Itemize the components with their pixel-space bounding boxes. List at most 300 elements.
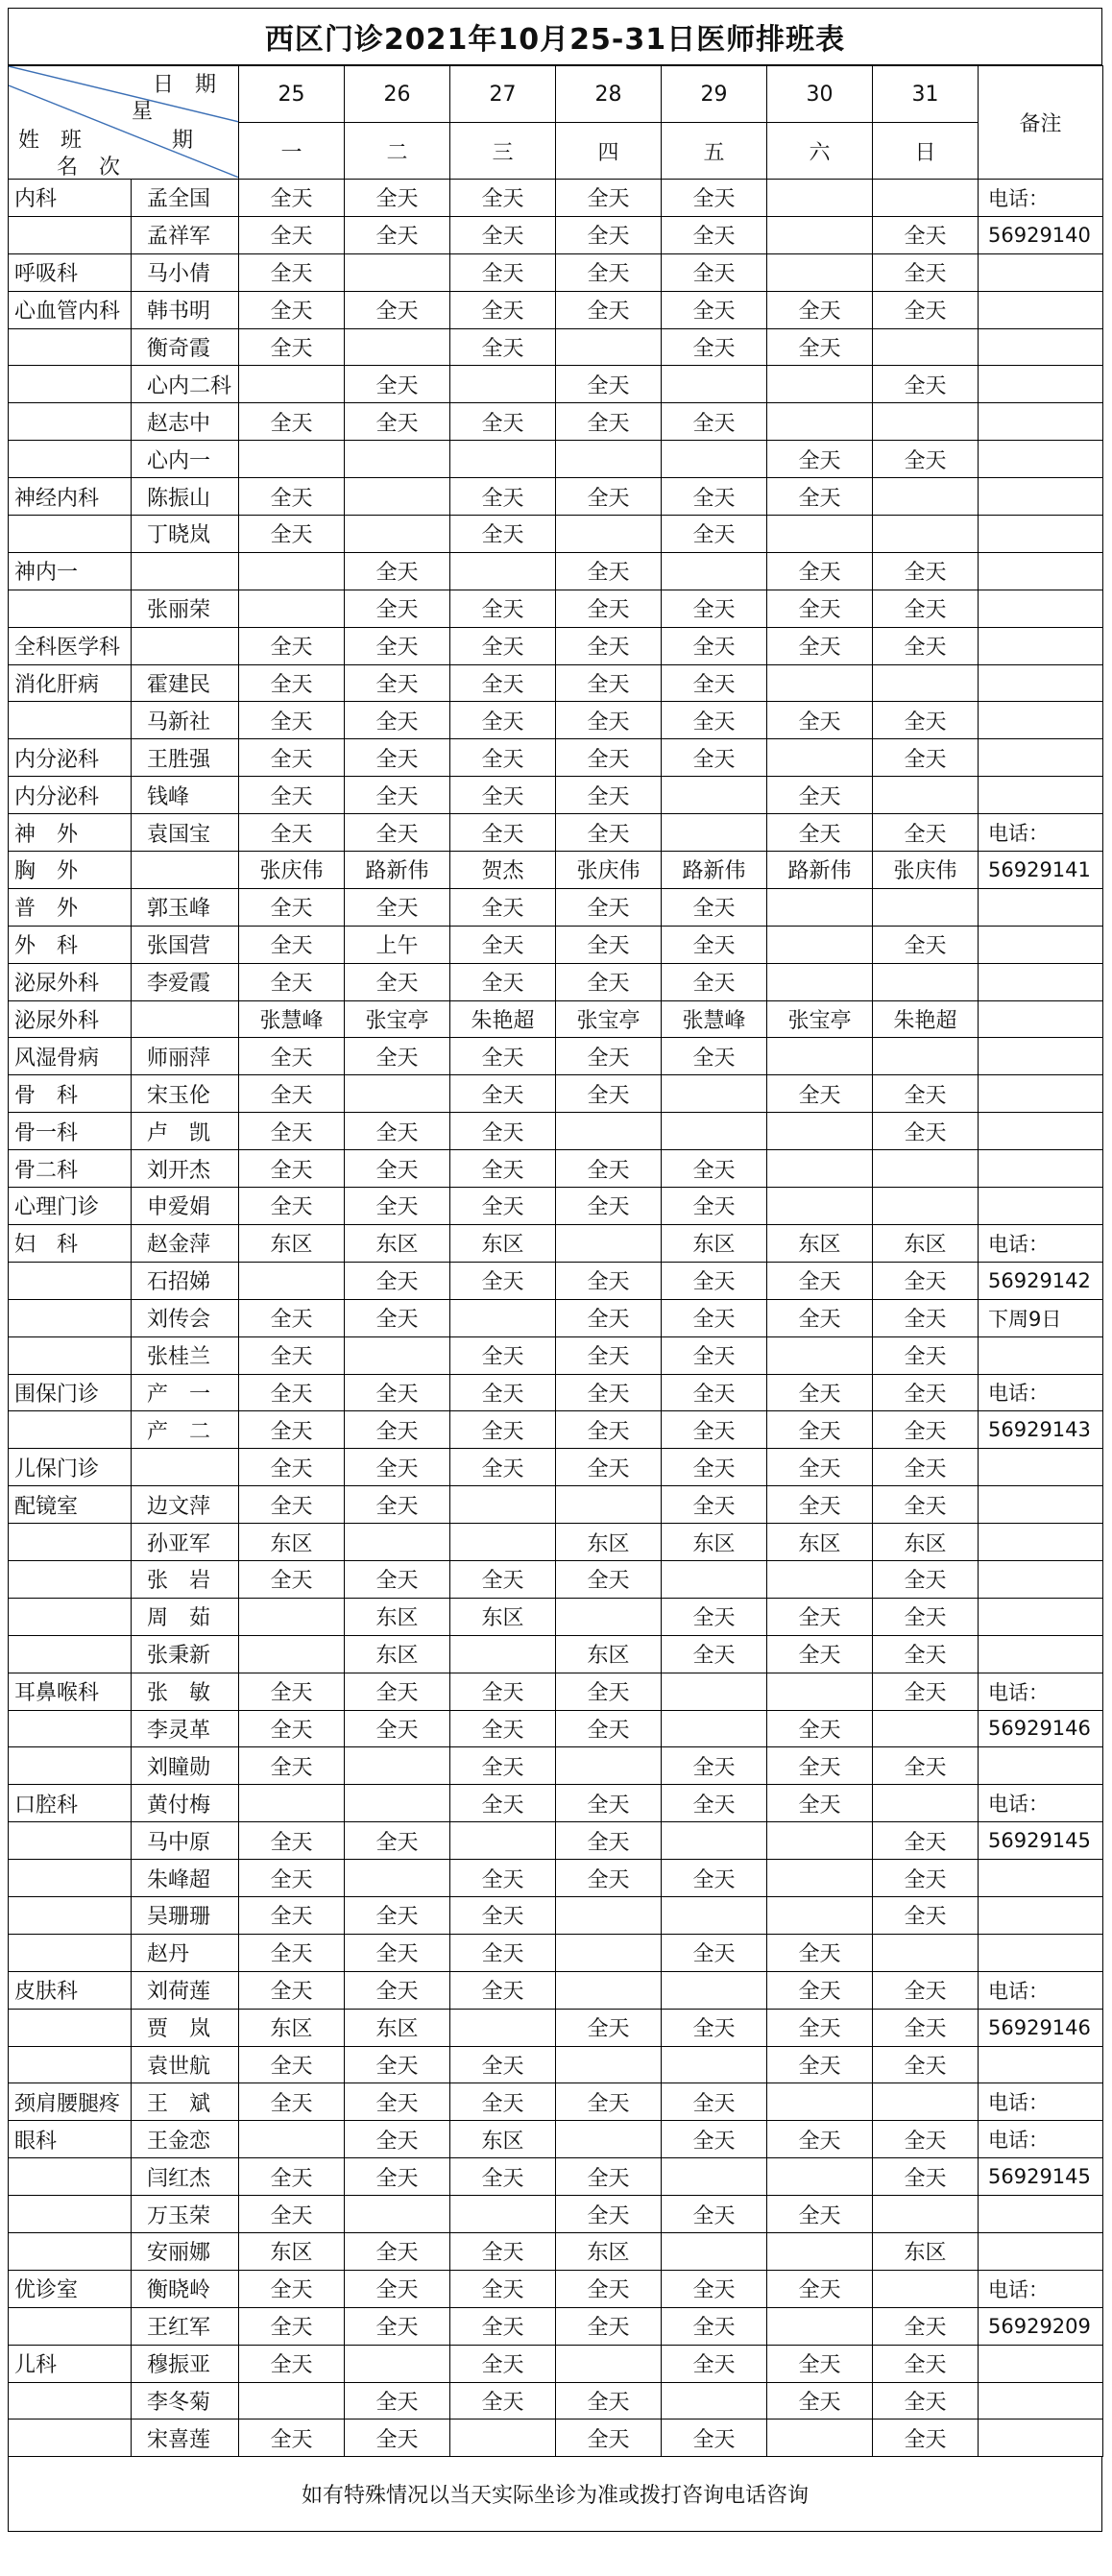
department-cell <box>9 1299 132 1336</box>
doctor-name-cell: 产 二 <box>132 1411 239 1449</box>
doctor-name-cell: 宋玉伦 <box>132 1075 239 1113</box>
doctor-name-cell <box>132 627 239 664</box>
shift-cell: 全天 <box>873 1635 979 1673</box>
shift-cell: 全天 <box>556 2158 662 2196</box>
shift-cell: 全天 <box>239 926 345 963</box>
schedule-table <box>8 65 1103 2457</box>
schedule-row <box>9 1934 1103 1971</box>
shift-cell: 全天 <box>450 2232 556 2270</box>
shift-cell: 全天 <box>345 2270 450 2307</box>
shift-cell: 全天 <box>556 1374 662 1411</box>
shift-cell: 全天 <box>556 253 662 291</box>
shift-cell: 全天 <box>662 664 767 702</box>
shift-cell: 全天 <box>556 366 662 403</box>
note-cell <box>979 2420 1103 2457</box>
shift-cell <box>767 1560 873 1598</box>
schedule-row <box>9 478 1103 516</box>
shift-cell: 全天 <box>767 478 873 516</box>
doctor-name-cell: 王 斌 <box>132 2083 239 2121</box>
shift-cell <box>662 1822 767 1860</box>
schedule-row <box>9 1449 1103 1486</box>
note-cell <box>979 403 1103 441</box>
department-cell <box>9 366 132 403</box>
shift-cell <box>239 2382 345 2420</box>
shift-cell <box>767 1188 873 1225</box>
schedule-row <box>9 1635 1103 1673</box>
shift-cell <box>873 180 979 217</box>
shift-cell: 全天 <box>873 1860 979 1897</box>
shift-cell: 全天 <box>239 1150 345 1188</box>
shift-cell: 张庆伟 <box>239 852 345 889</box>
doctor-name-cell <box>132 1000 239 1038</box>
note-cell <box>979 516 1103 553</box>
shift-cell <box>662 1075 767 1113</box>
shift-cell: 全天 <box>873 2382 979 2420</box>
schedule-row <box>9 1710 1103 1747</box>
department-cell <box>9 2382 132 2420</box>
shift-cell: 全天 <box>556 1188 662 1225</box>
shift-cell: 全天 <box>556 1785 662 1822</box>
shift-cell: 东区 <box>450 1224 556 1262</box>
shift-cell <box>873 2083 979 2121</box>
department-cell: 内科 <box>9 180 132 217</box>
shift-cell: 全天 <box>767 1486 873 1524</box>
shift-cell <box>345 1075 450 1113</box>
shift-cell: 全天 <box>873 1560 979 1598</box>
shift-cell: 全天 <box>450 516 556 553</box>
schedule-row <box>9 253 1103 291</box>
shift-cell <box>345 1524 450 1561</box>
shift-cell: 全天 <box>556 478 662 516</box>
department-cell: 骨一科 <box>9 1113 132 1150</box>
schedule-row <box>9 403 1103 441</box>
shift-cell: 全天 <box>345 1822 450 1860</box>
shift-cell: 全天 <box>239 1747 345 1785</box>
shift-cell: 全天 <box>450 1860 556 1897</box>
shift-cell: 全天 <box>450 590 556 627</box>
shift-cell: 全天 <box>450 2382 556 2420</box>
shift-cell: 全天 <box>873 1598 979 1635</box>
shift-cell: 全天 <box>239 2196 345 2233</box>
schedule-row <box>9 1860 1103 1897</box>
shift-cell <box>345 516 450 553</box>
shift-cell: 全天 <box>345 590 450 627</box>
corner-name-label: 姓 班 <box>18 129 83 153</box>
shift-cell: 全天 <box>450 739 556 777</box>
schedule-row <box>9 2196 1103 2233</box>
shift-cell: 全天 <box>662 1934 767 1971</box>
shift-cell: 全天 <box>345 2307 450 2345</box>
shift-cell: 全天 <box>345 1486 450 1524</box>
department-cell <box>9 590 132 627</box>
shift-cell: 全天 <box>239 664 345 702</box>
shift-cell <box>239 590 345 627</box>
shift-cell <box>556 516 662 553</box>
shift-cell: 全天 <box>767 1449 873 1486</box>
department-cell <box>9 1635 132 1673</box>
doctor-name-cell: 卢 凯 <box>132 1113 239 1150</box>
shift-cell: 全天 <box>450 1710 556 1747</box>
shift-cell: 全天 <box>450 1411 556 1449</box>
shift-cell: 全天 <box>873 1486 979 1524</box>
department-cell <box>9 2196 132 2233</box>
doctor-name-cell: 张桂兰 <box>132 1336 239 1374</box>
shift-cell: 张宝亭 <box>767 1000 873 1038</box>
shift-cell: 全天 <box>873 552 979 590</box>
shift-cell <box>556 1224 662 1262</box>
shift-cell: 全天 <box>662 888 767 926</box>
shift-cell: 全天 <box>450 664 556 702</box>
shift-cell <box>873 2196 979 2233</box>
shift-cell <box>450 2196 556 2233</box>
schedule-row <box>9 180 1103 217</box>
doctor-name-cell: 马小倩 <box>132 253 239 291</box>
note-header: 备注 <box>979 66 1103 180</box>
shift-cell <box>767 1336 873 1374</box>
shift-cell: 全天 <box>345 814 450 852</box>
weekday-cell: 二 <box>345 123 450 180</box>
doctor-name-cell: 李冬菊 <box>132 2382 239 2420</box>
shift-cell: 全天 <box>767 1374 873 1411</box>
shift-cell: 全天 <box>873 590 979 627</box>
shift-cell <box>767 216 873 253</box>
shift-cell: 全天 <box>239 328 345 366</box>
shift-cell: 全天 <box>873 2345 979 2382</box>
schedule-row <box>9 1336 1103 1374</box>
shift-cell <box>556 2046 662 2083</box>
doctor-name-cell: 王金恋 <box>132 2121 239 2158</box>
shift-cell <box>662 1896 767 1934</box>
shift-cell: 全天 <box>239 2046 345 2083</box>
shift-cell: 全天 <box>450 328 556 366</box>
shift-cell <box>662 814 767 852</box>
shift-cell: 全天 <box>873 1449 979 1486</box>
note-cell: 电话： <box>979 1673 1103 1710</box>
note-cell: 56929142 <box>979 1262 1103 1299</box>
shift-cell: 全天 <box>662 216 767 253</box>
shift-cell: 全天 <box>873 1113 979 1150</box>
shift-cell: 全天 <box>450 180 556 217</box>
doctor-name-cell: 郭玉峰 <box>132 888 239 926</box>
shift-cell: 东区 <box>767 1524 873 1561</box>
shift-cell: 全天 <box>662 2345 767 2382</box>
department-cell <box>9 441 132 478</box>
shift-cell: 全天 <box>556 1038 662 1075</box>
department-cell <box>9 1710 132 1747</box>
doctor-name-cell: 孟全国 <box>132 180 239 217</box>
schedule-row <box>9 441 1103 478</box>
shift-cell: 全天 <box>767 1934 873 1971</box>
schedule-row <box>9 1038 1103 1075</box>
doctor-name-cell <box>132 552 239 590</box>
shift-cell: 全天 <box>662 1411 767 1449</box>
schedule-row <box>9 1560 1103 1598</box>
shift-cell: 全天 <box>556 1299 662 1336</box>
shift-cell: 全天 <box>450 1188 556 1225</box>
schedule-row <box>9 1524 1103 1561</box>
shift-cell: 东区 <box>873 1524 979 1561</box>
schedule-row <box>9 777 1103 814</box>
department-cell <box>9 1411 132 1449</box>
doctor-name-cell: 心内一 <box>132 441 239 478</box>
shift-cell: 东区 <box>345 1598 450 1635</box>
schedule-row <box>9 552 1103 590</box>
shift-cell <box>345 1785 450 1822</box>
shift-cell <box>662 2046 767 2083</box>
schedule-row <box>9 963 1103 1000</box>
department-cell: 优诊室 <box>9 2270 132 2307</box>
schedule-row <box>9 739 1103 777</box>
doctor-name-cell: 安丽娜 <box>132 2232 239 2270</box>
shift-cell: 全天 <box>450 1449 556 1486</box>
department-cell: 风湿骨病 <box>9 1038 132 1075</box>
shift-cell <box>767 2158 873 2196</box>
shift-cell: 全天 <box>873 1971 979 2009</box>
doctor-name-cell: 万玉荣 <box>132 2196 239 2233</box>
doctor-name-cell: 心内二科 <box>132 366 239 403</box>
doctor-name-cell: 刘荷莲 <box>132 1971 239 2009</box>
shift-cell: 全天 <box>345 1896 450 1934</box>
shift-cell: 全天 <box>450 1896 556 1934</box>
schedule-row <box>9 1971 1103 2009</box>
note-cell <box>979 888 1103 926</box>
corner-date-label: 日 期 <box>153 73 217 97</box>
shift-cell: 全天 <box>239 1188 345 1225</box>
shift-cell: 全天 <box>345 1411 450 1449</box>
note-cell: 电话： <box>979 2121 1103 2158</box>
department-cell <box>9 1747 132 1785</box>
shift-cell: 全天 <box>450 291 556 328</box>
schedule-row <box>9 1896 1103 1934</box>
shift-cell: 全天 <box>239 1860 345 1897</box>
doctor-name-cell: 朱峰超 <box>132 1860 239 1897</box>
department-cell <box>9 1860 132 1897</box>
shift-cell: 全天 <box>345 1971 450 2009</box>
shift-cell <box>450 2420 556 2457</box>
doctor-name-cell: 产 一 <box>132 1374 239 1411</box>
note-cell <box>979 590 1103 627</box>
schedule-row <box>9 2083 1103 2121</box>
shift-cell: 全天 <box>239 1299 345 1336</box>
schedule-row <box>9 1188 1103 1225</box>
note-cell <box>979 478 1103 516</box>
shift-cell: 全天 <box>873 1673 979 1710</box>
doctor-name-cell: 吴珊珊 <box>132 1896 239 1934</box>
doctor-name-cell: 王红军 <box>132 2307 239 2345</box>
shift-cell: 全天 <box>450 1150 556 1188</box>
date-cell: 31 <box>873 66 979 123</box>
shift-cell <box>556 328 662 366</box>
shift-cell: 全天 <box>345 1113 450 1150</box>
note-cell <box>979 1336 1103 1374</box>
shift-cell: 全天 <box>239 403 345 441</box>
schedule-row <box>9 1673 1103 1710</box>
department-cell <box>9 1896 132 1934</box>
shift-cell: 全天 <box>450 1113 556 1150</box>
shift-cell: 全天 <box>556 590 662 627</box>
shift-cell: 全天 <box>239 2083 345 2121</box>
shift-cell: 全天 <box>873 1374 979 1411</box>
shift-cell: 全天 <box>239 1710 345 1747</box>
doctor-name-cell: 孟祥军 <box>132 216 239 253</box>
doctor-name-cell: 张 敏 <box>132 1673 239 1710</box>
shift-cell <box>556 1486 662 1524</box>
shift-cell: 东区 <box>239 1524 345 1561</box>
shift-cell <box>767 366 873 403</box>
schedule-row <box>9 516 1103 553</box>
shift-cell: 全天 <box>873 926 979 963</box>
shift-cell <box>345 441 450 478</box>
shift-cell: 全天 <box>662 516 767 553</box>
shift-cell: 全天 <box>239 777 345 814</box>
shift-cell: 全天 <box>239 1673 345 1710</box>
shift-cell: 东区 <box>662 1224 767 1262</box>
note-cell: 电话： <box>979 1374 1103 1411</box>
shift-cell <box>662 2382 767 2420</box>
shift-cell: 全天 <box>345 1262 450 1299</box>
shift-cell: 全天 <box>450 1075 556 1113</box>
note-cell: 56929143 <box>979 1411 1103 1449</box>
schedule-row <box>9 2420 1103 2457</box>
shift-cell: 全天 <box>767 777 873 814</box>
shift-cell <box>345 1860 450 1897</box>
shift-cell: 路新伟 <box>662 852 767 889</box>
shift-cell <box>873 1038 979 1075</box>
shift-cell <box>345 478 450 516</box>
note-cell: 56929141 <box>979 852 1103 889</box>
shift-cell: 全天 <box>239 1822 345 1860</box>
shift-cell: 全天 <box>345 403 450 441</box>
shift-cell: 全天 <box>345 739 450 777</box>
shift-cell: 全天 <box>662 1785 767 1822</box>
department-cell <box>9 216 132 253</box>
schedule-row <box>9 1224 1103 1262</box>
note-cell <box>979 1747 1103 1785</box>
shift-cell: 全天 <box>873 1747 979 1785</box>
schedule-row <box>9 590 1103 627</box>
shift-cell: 全天 <box>345 2232 450 2270</box>
shift-cell: 全天 <box>662 403 767 441</box>
note-cell <box>979 1524 1103 1561</box>
shift-cell: 全天 <box>450 2083 556 2121</box>
schedule-row <box>9 2121 1103 2158</box>
shift-cell <box>873 1188 979 1225</box>
shift-cell: 东区 <box>873 2232 979 2270</box>
schedule-row <box>9 888 1103 926</box>
doctor-name-cell: 申爱娟 <box>132 1188 239 1225</box>
note-cell <box>979 702 1103 739</box>
shift-cell: 全天 <box>662 1038 767 1075</box>
shift-cell: 全天 <box>450 1747 556 1785</box>
department-cell <box>9 328 132 366</box>
shift-cell: 全天 <box>345 1449 450 1486</box>
shift-cell: 全天 <box>662 2083 767 2121</box>
department-cell: 眼科 <box>9 2121 132 2158</box>
shift-cell: 全天 <box>450 1785 556 1822</box>
schedule-row <box>9 1785 1103 1822</box>
shift-cell: 全天 <box>556 2270 662 2307</box>
shift-cell <box>873 963 979 1000</box>
shift-cell: 全天 <box>450 1971 556 2009</box>
doctor-name-cell: 赵金萍 <box>132 1224 239 1262</box>
department-cell <box>9 1336 132 1374</box>
shift-cell: 全天 <box>767 1747 873 1785</box>
department-cell: 妇 科 <box>9 1224 132 1262</box>
doctor-name-cell: 李灵革 <box>132 1710 239 1747</box>
shift-cell: 全天 <box>662 2307 767 2345</box>
shift-cell <box>767 1822 873 1860</box>
shift-cell <box>873 888 979 926</box>
shift-cell: 全天 <box>767 552 873 590</box>
shift-cell: 全天 <box>873 627 979 664</box>
doctor-name-cell: 刘传会 <box>132 1299 239 1336</box>
shift-cell: 全天 <box>556 1411 662 1449</box>
shift-cell: 全天 <box>239 180 345 217</box>
shift-cell <box>873 2270 979 2307</box>
shift-cell: 全天 <box>662 1374 767 1411</box>
shift-cell: 全天 <box>556 216 662 253</box>
shift-cell: 全天 <box>662 253 767 291</box>
shift-cell: 东区 <box>450 2121 556 2158</box>
note-cell: 电话： <box>979 1785 1103 1822</box>
shift-cell <box>556 1896 662 1934</box>
shift-cell: 全天 <box>662 926 767 963</box>
shift-cell <box>767 1038 873 1075</box>
department-cell <box>9 1598 132 1635</box>
department-cell: 内分泌科 <box>9 777 132 814</box>
shift-cell <box>450 1299 556 1336</box>
department-cell <box>9 1524 132 1561</box>
note-cell <box>979 1560 1103 1598</box>
doctor-name-cell: 袁国宝 <box>132 814 239 852</box>
shift-cell <box>767 664 873 702</box>
shift-cell <box>556 1113 662 1150</box>
note-cell <box>979 1449 1103 1486</box>
schedule-row <box>9 1150 1103 1188</box>
department-cell: 皮肤科 <box>9 1971 132 2009</box>
note-cell <box>979 2345 1103 2382</box>
department-cell <box>9 2420 132 2457</box>
shift-cell: 全天 <box>662 1299 767 1336</box>
shift-cell <box>450 1635 556 1673</box>
shift-cell: 全天 <box>345 1038 450 1075</box>
shift-cell: 全天 <box>239 702 345 739</box>
shift-cell: 全天 <box>662 590 767 627</box>
shift-cell: 全天 <box>767 2345 873 2382</box>
shift-cell: 全天 <box>767 1710 873 1747</box>
doctor-name-cell: 王胜强 <box>132 739 239 777</box>
note-cell <box>979 1486 1103 1524</box>
shift-cell <box>662 777 767 814</box>
shift-cell: 全天 <box>450 1934 556 1971</box>
shift-cell: 全天 <box>873 1336 979 1374</box>
department-cell <box>9 1822 132 1860</box>
schedule-row <box>9 852 1103 889</box>
shift-cell: 全天 <box>450 627 556 664</box>
note-cell <box>979 627 1103 664</box>
schedule-row <box>9 1822 1103 1860</box>
shift-cell: 路新伟 <box>345 852 450 889</box>
department-cell: 消化肝病 <box>9 664 132 702</box>
note-cell <box>979 2046 1103 2083</box>
shift-cell: 全天 <box>345 216 450 253</box>
shift-cell <box>767 926 873 963</box>
weekday-cell: 六 <box>767 123 873 180</box>
shift-cell: 全天 <box>450 2307 556 2345</box>
shift-cell: 全天 <box>767 1635 873 1673</box>
shift-cell: 全天 <box>239 1449 345 1486</box>
shift-cell: 全天 <box>345 664 450 702</box>
